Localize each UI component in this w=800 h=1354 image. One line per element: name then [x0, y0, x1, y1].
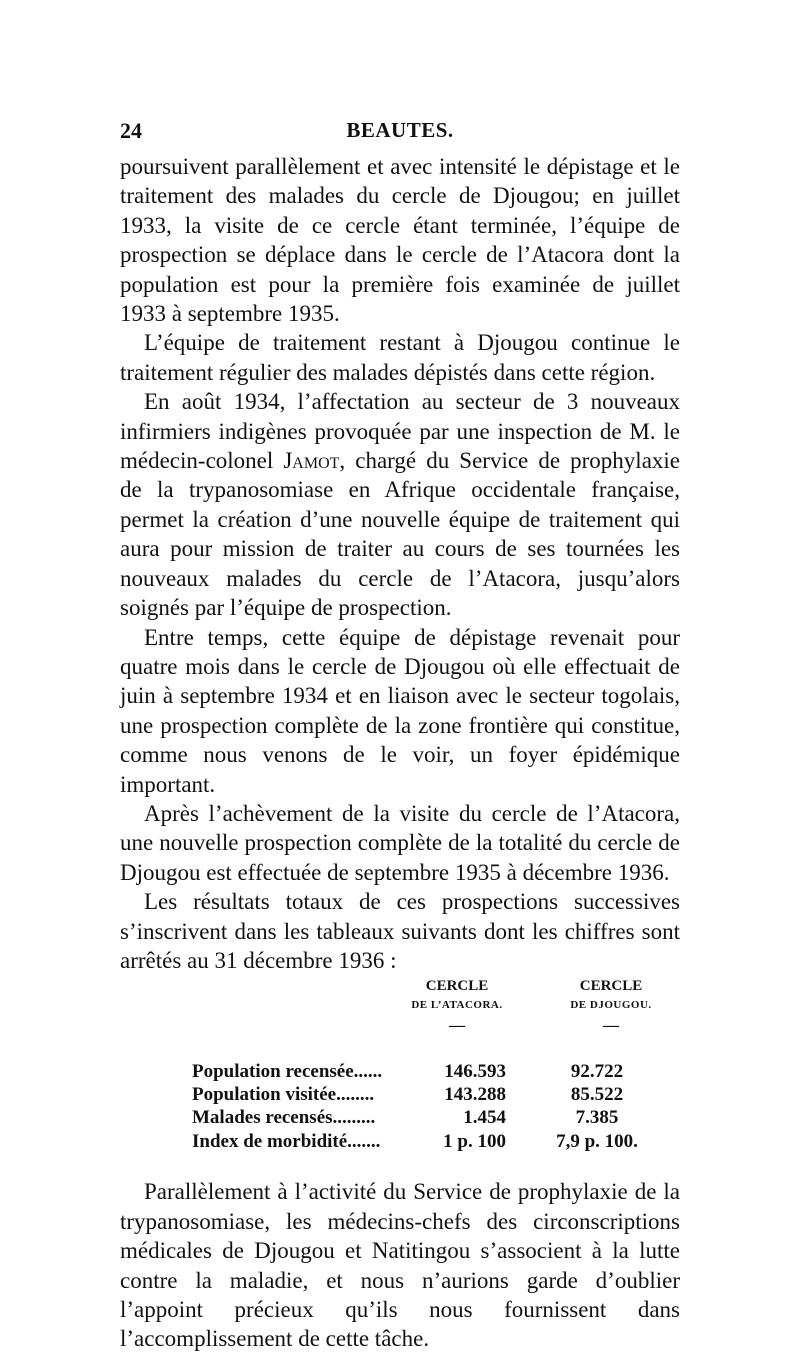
results-table: [120, 977, 680, 1177]
body-text-continued: [120, 1177, 680, 1353]
column-dash: —: [603, 1017, 619, 1035]
table-row: [192, 1084, 692, 1108]
table-row: [192, 1131, 692, 1155]
cell-atacora: 143.288: [444, 1084, 506, 1106]
cell-djougou: 92.722: [570, 1061, 624, 1083]
paragraph-text: En août 1934, l’affectation au secteur de 3 nouveaux infirmiers indigènes provoquée par une inspection de M. le médecin-colonel: [120, 389, 680, 474]
cell-atacora: 146.593: [444, 1061, 506, 1083]
column-dash: —: [449, 1017, 465, 1035]
paragraph: poursuivent parallèlement et avec intensité le dépistage et le traitement des malades du cercle de Djougou; en juillet 1933, la visite de ce cercle étant terminée, l’équipe de prospection se déplace dans le cercle de l’Atacora dont la population est pour la première fois examinée de juillet 1933 à septembre 1935.: [120, 154, 680, 327]
page-header: [120, 118, 680, 152]
paragraph-text: , chargé du Service de prophylaxie de la trypanosomiase en Afrique occidentale française, permet la création d’une nouvelle équipe de traitement qui aura pour mission de traiter au cours de ses tournées les nouveaux malades du cercle de l’Atacora, jusqu’alors soignés par l’équipe de prospection.: [120, 448, 681, 621]
running-title: BEAUTES.: [346, 118, 454, 142]
cell-djougou: 7.385: [575, 1107, 619, 1129]
paragraph: Parallèlement à l’activité du Service de prophylaxie de la trypanosomiase, les médecins-chefs des circonscriptions médicales de Djougou et Natitingou s’associent à la lutte contre la maladie, et nous n’aurions garde d’oublier l’appoint précieux qu’ils nous fournissent dans l’accomplissement de cette tâche.: [120, 1179, 680, 1352]
table-row: [192, 1061, 692, 1085]
column-header-subline: DE DJOUGOU.: [570, 999, 652, 1012]
paragraph: Entre temps, cette équipe de dépistage revenait pour quatre mois dans le cercle de Djougou où elle effectuait de juin à septembre 1934 et en liaison avec le secteur togolais, une prospection complète de la zone frontière qui constitue, comme nous venons de le voir, un foyer épidémique important.: [120, 624, 680, 797]
paragraph: Après l’achèvement de la visite du cercle de l’Atacora, une nouvelle prospection complète de la totalité du cercle de Djougou est effectuée de septembre 1935 à décembre 1936.: [120, 800, 680, 885]
book-page: [120, 118, 680, 1354]
column-header-line: CERCLE: [579, 978, 643, 995]
cell-atacora: 1 p. 100: [443, 1131, 506, 1153]
column-header-line: CERCLE: [425, 978, 489, 995]
paragraph: [120, 387, 680, 622]
cell-djougou: 7,9 p. 100.: [556, 1131, 638, 1153]
column-header-subline: DE L’ATACORA.: [411, 999, 503, 1012]
person-name: Jamot: [283, 448, 340, 474]
row-label: Malades recensés.........: [192, 1107, 376, 1129]
cell-atacora: 1.454: [463, 1107, 506, 1129]
row-label: Index de morbidité.......: [192, 1131, 381, 1153]
body-text: [120, 152, 680, 975]
row-label: Population visitée........: [192, 1084, 375, 1106]
column-header-atacora: [382, 977, 532, 1037]
page-number: 24: [120, 118, 142, 143]
cell-djougou: 85.522: [570, 1084, 624, 1106]
column-header-djougou: [536, 977, 686, 1037]
paragraph: L’équipe de traitement restant à Djougou continue le traitement régulier des malades dépistés dans cette région.: [120, 330, 680, 385]
table-row: [192, 1107, 692, 1131]
paragraph: Les résultats totaux de ces prospections successives s’inscrivent dans les tableaux suivants dont les chiffres sont arrêtés au 31 décembre 1936 :: [120, 889, 680, 973]
row-label: Population recensée......: [192, 1061, 383, 1083]
